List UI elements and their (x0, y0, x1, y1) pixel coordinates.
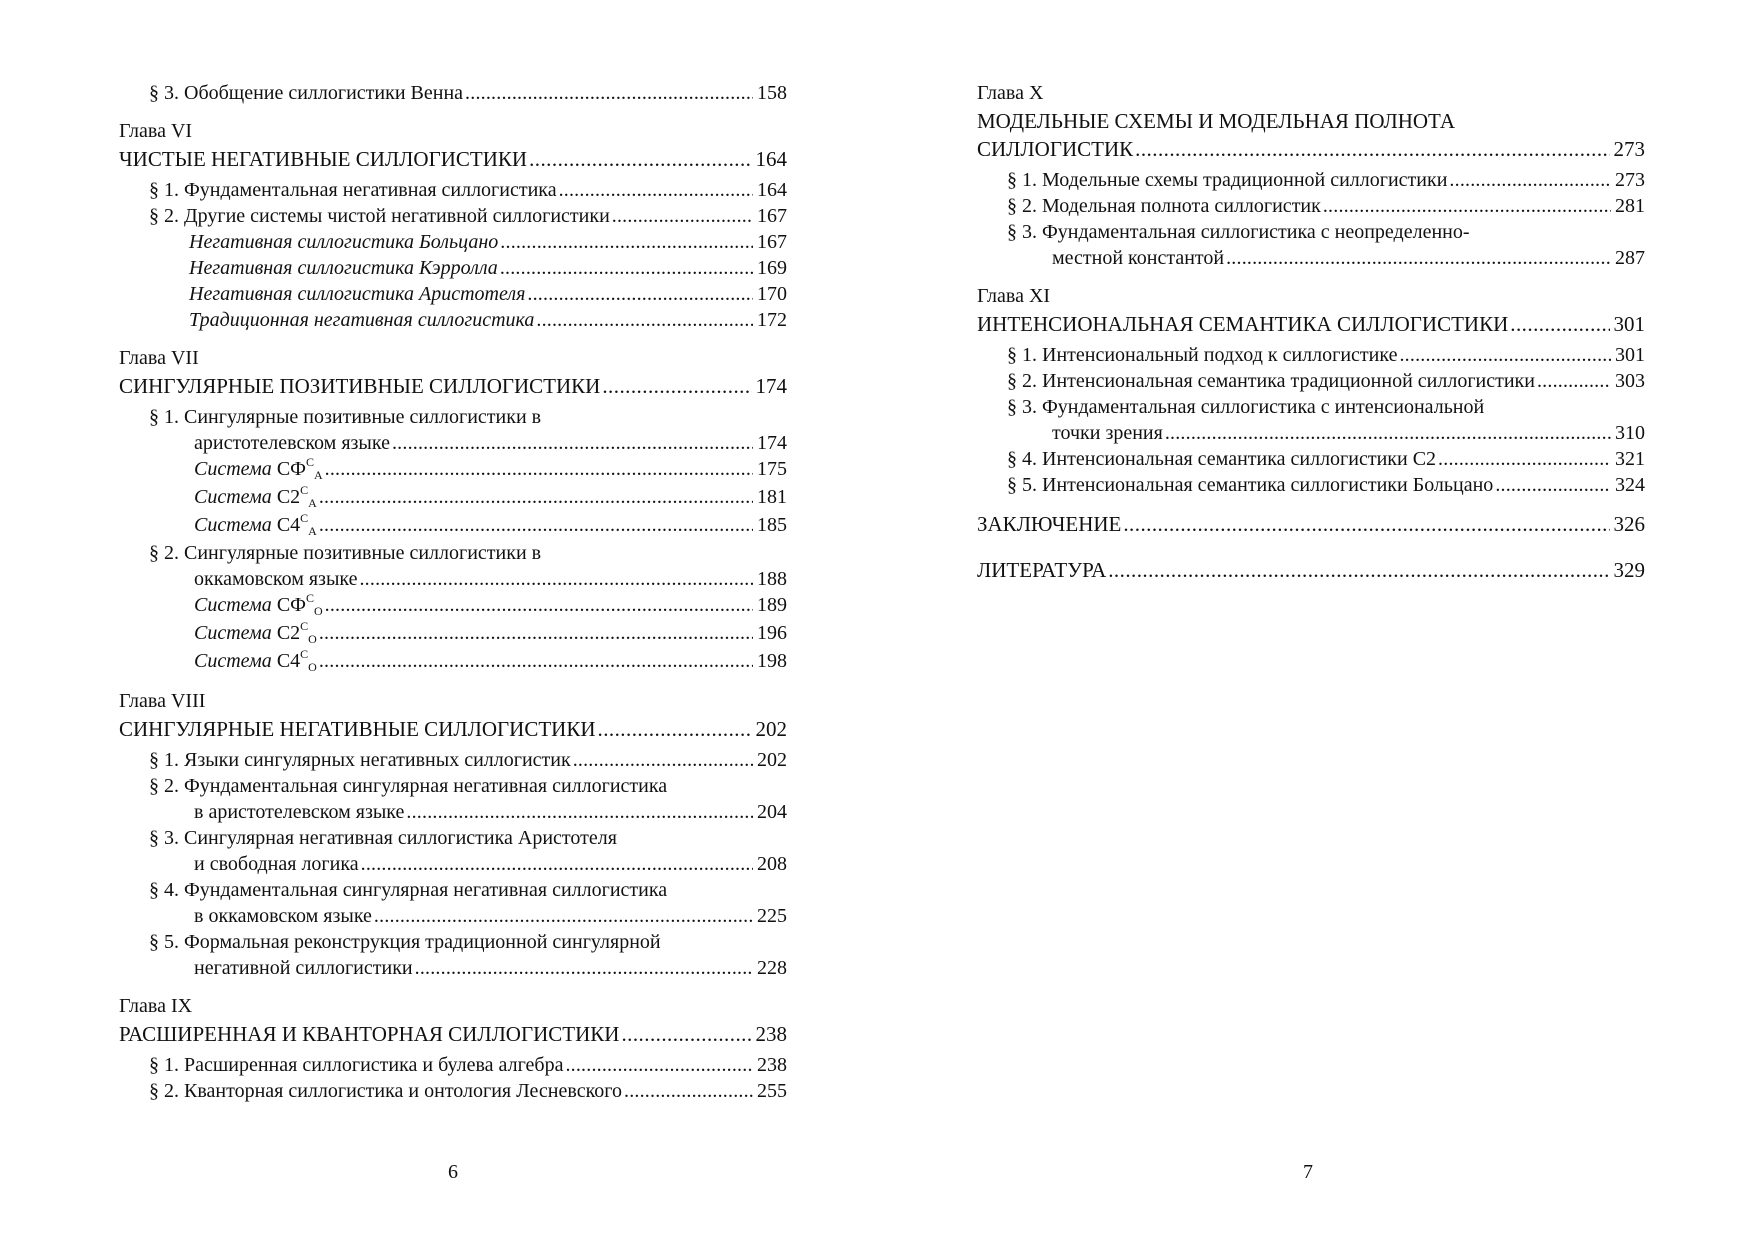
entry-title (194, 620, 317, 648)
dot-leader (319, 620, 753, 646)
entry-page: 174 (755, 374, 787, 398)
system-sub: A (308, 496, 317, 510)
entry-title: РАСШИРЕННАЯ И КВАНТОРНАЯ СИЛЛОГИСТИКИ (119, 1022, 620, 1046)
section-entry-line1[interactable]: § 2. Фундаментальная сингулярная негативная силлогистика (149, 775, 668, 797)
system-sup: C (300, 483, 309, 497)
entry-page: 188 (757, 568, 787, 590)
system-sub: A (308, 524, 317, 538)
dot-leader (359, 566, 753, 592)
section-entry[interactable] (977, 193, 1645, 219)
system-entry[interactable] (119, 620, 787, 648)
chapter-9 (119, 993, 787, 1104)
dot-leader (612, 203, 753, 229)
dot-leader (624, 1078, 753, 1104)
literature-entry[interactable] (977, 556, 1645, 584)
system-sub: O (308, 660, 317, 674)
chapter-title[interactable] (119, 372, 787, 400)
entry-title: ЗАКЛЮЧЕНИЕ (977, 512, 1122, 536)
dot-leader (1510, 310, 1609, 338)
conclusion-entry[interactable] (977, 510, 1645, 538)
entry-page: 228 (757, 957, 787, 979)
system-sub: A (313, 468, 323, 482)
left-page (119, 80, 787, 1116)
entry-title: аристотелевском языке (194, 432, 390, 454)
system-sup: C (300, 511, 309, 525)
section-entry[interactable] (977, 446, 1645, 472)
entry-page: 273 (1613, 137, 1645, 161)
entry-page: 167 (757, 205, 787, 227)
dot-leader (1108, 556, 1609, 584)
chapter-7 (119, 345, 787, 676)
dot-leader (529, 145, 751, 173)
system-entry[interactable] (119, 592, 787, 620)
dot-leader (598, 715, 752, 743)
entry-page: 329 (1613, 558, 1645, 582)
entry-page: 273 (1615, 169, 1645, 191)
chapter-6 (119, 118, 787, 333)
chapter-label: Глава X (977, 82, 1044, 104)
entry-page: 281 (1615, 195, 1645, 217)
section-entry-line2[interactable] (977, 420, 1645, 446)
entry-title: ИНТЕНСИОНАЛЬНАЯ СЕМАНТИКА СИЛЛОГИСТИКИ (977, 312, 1509, 336)
entry-title (194, 512, 317, 540)
entry-title: в оккамовском языке (194, 905, 372, 927)
section-entry-line1[interactable]: § 3. Фундаментальная силлогистика с интенсиональной (1007, 396, 1485, 418)
entry-page: 208 (757, 853, 787, 875)
system-word: Система (194, 594, 272, 616)
entry-title: § 1. Языки сингулярных негативных силлогистик (149, 749, 571, 771)
system-entry[interactable] (119, 512, 787, 540)
system-base: СФ (276, 458, 306, 480)
system-entry[interactable] (119, 456, 787, 484)
chapter-label: Глава VIII (119, 690, 206, 712)
dot-leader (1323, 193, 1611, 219)
section-entry-line1[interactable]: § 1. Сингулярные позитивные силлогистики в (149, 406, 542, 428)
entry-title: негативной силлогистики (194, 957, 413, 979)
entry-page: 181 (757, 486, 787, 508)
dot-leader (1165, 420, 1611, 446)
entry-title: § 2. Интенсиональная семантика традиционной силлогистики (1007, 370, 1535, 392)
entry-page: 238 (757, 1054, 787, 1076)
entry-page: 170 (757, 283, 787, 305)
dot-leader (500, 255, 753, 281)
entry-title: в аристотелевском языке (194, 801, 405, 823)
entry-page: 189 (757, 594, 787, 616)
dot-leader (415, 955, 753, 981)
chapter-label: Глава VI (119, 120, 193, 142)
chapter-title[interactable] (119, 145, 787, 173)
section-entry[interactable] (119, 1078, 787, 1104)
dot-leader (361, 851, 753, 877)
chapter-label: Глава VII (119, 347, 199, 369)
system-entry[interactable] (119, 484, 787, 512)
entry-page: 164 (755, 147, 787, 171)
entry-title (194, 592, 323, 620)
chapter-title[interactable] (119, 1020, 787, 1048)
subsection-entry[interactable] (119, 255, 787, 281)
section-entry-line2[interactable] (119, 566, 787, 592)
entry-page: 225 (757, 905, 787, 927)
section-entry[interactable] (977, 368, 1645, 394)
dot-leader (500, 229, 753, 255)
dot-leader (465, 80, 753, 106)
entry-title: СИЛЛОГИСТИК (977, 137, 1134, 161)
chapter-label: Глава IX (119, 995, 193, 1017)
entry-title: § 1. Расширенная силлогистика и булева алгебра (149, 1054, 564, 1076)
entry-page: 202 (755, 717, 787, 741)
entry-page: 238 (755, 1022, 787, 1046)
chapter-11 (977, 283, 1645, 498)
section-entry-line2[interactable] (119, 903, 787, 929)
system-sub: O (308, 632, 317, 646)
dot-leader (1537, 368, 1611, 394)
dot-leader (392, 430, 753, 456)
entry-page: 174 (757, 432, 787, 454)
entry-title: § 2. Другие системы чистой негативной силлогистики (149, 205, 610, 227)
dot-leader (573, 747, 753, 773)
entry-title (194, 456, 323, 484)
system-entry[interactable] (119, 648, 787, 676)
system-word: Система (194, 458, 272, 480)
entry-page: 301 (1613, 312, 1645, 336)
entry-title: § 4. Интенсиональная семантика силлогистики С2 (1007, 448, 1437, 470)
entry-title: ЛИТЕРАТУРА (977, 558, 1107, 582)
entry-title: СИНГУЛЯРНЫЕ ПОЗИТИВНЫЕ СИЛЛОГИСТИКИ (119, 374, 601, 398)
entry-title: § 1. Интенсиональный подход к силлогистике (1007, 344, 1398, 366)
entry-page: 158 (757, 82, 787, 104)
entry-title: СИНГУЛЯРНЫЕ НЕГАТИВНЫЕ СИЛЛОГИСТИКИ (119, 717, 596, 741)
section-entry[interactable] (119, 203, 787, 229)
chapter-title[interactable] (977, 310, 1645, 338)
section-entry-line2[interactable] (119, 851, 787, 877)
entry-title: оккамовском языке (194, 568, 358, 590)
dot-leader (319, 512, 753, 538)
chapter-title[interactable] (977, 135, 1645, 163)
dot-leader (406, 799, 753, 825)
section-entry[interactable] (977, 342, 1645, 368)
system-base: С4 (276, 650, 301, 672)
entry-page: 324 (1615, 474, 1645, 496)
dot-leader (536, 307, 753, 333)
system-base: С2 (276, 622, 301, 644)
entry-title: § 1. Модельные схемы традиционной силлогистики (1007, 169, 1448, 191)
subsection-entry[interactable] (119, 229, 787, 255)
section-entry[interactable] (977, 472, 1645, 498)
chapter-10 (977, 80, 1645, 271)
page-number-left: 6 (448, 1161, 458, 1183)
system-word: Система (194, 650, 272, 672)
system-sup: C (300, 619, 309, 633)
section-entry-line2[interactable] (119, 799, 787, 825)
dot-leader (559, 177, 753, 203)
toc-entry-venn (119, 80, 787, 106)
dot-leader (325, 592, 753, 618)
section-entry[interactable] (977, 167, 1645, 193)
entry-page: 287 (1615, 247, 1645, 269)
entry-page: 301 (1615, 344, 1645, 366)
entry-page: 303 (1615, 370, 1645, 392)
entry-page: 185 (757, 514, 787, 536)
entry-page: 196 (757, 622, 787, 644)
system-base: С4 (276, 514, 301, 536)
dot-leader (602, 372, 751, 400)
entry-title: § 2. Кванторная силлогистика и онтология Лесневского (149, 1080, 622, 1102)
right-page (977, 80, 1645, 588)
section-entry-line2[interactable] (119, 955, 787, 981)
entry-title: Традиционная негативная силлогистика (189, 309, 535, 331)
entry-title: Негативная силлогистика Кэрролла (189, 257, 498, 279)
section-entry-line1[interactable]: § 3. Фундаментальная силлогистика с неопределенно- (1007, 221, 1470, 243)
chapter-title-line1[interactable]: МОДЕЛЬНЫЕ СХЕМЫ И МОДЕЛЬНАЯ ПОЛНОТА (977, 109, 1455, 133)
entry-title: Негативная силлогистика Аристотеля (189, 283, 526, 305)
section-entry-line1[interactable]: § 5. Формальная реконструкция традиционной сингулярной (149, 931, 661, 953)
entry-title: местной константой (1052, 247, 1225, 269)
section-entry-line1[interactable]: § 4. Фундаментальная сингулярная негативная силлогистика (149, 879, 668, 901)
section-entry-line1[interactable]: § 3. Сингулярная негативная силлогистика Аристотеля (149, 827, 617, 849)
entry-page: 164 (757, 179, 787, 201)
entry-page: 172 (757, 309, 787, 331)
system-sup: C (300, 647, 309, 661)
section-entry-line2[interactable] (119, 430, 787, 456)
entry-page: 255 (757, 1080, 787, 1102)
system-sub: O (313, 604, 323, 618)
entry-page: 175 (757, 458, 787, 480)
dot-leader (319, 648, 753, 674)
entry-page: 198 (757, 650, 787, 672)
dot-leader (374, 903, 753, 929)
dot-leader (527, 281, 753, 307)
entry-title (194, 484, 317, 512)
dot-leader (1449, 167, 1611, 193)
entry-title: и свободная логика (194, 853, 359, 875)
section-entry-line1[interactable]: § 2. Сингулярные позитивные силлогистики в (149, 542, 542, 564)
entry-page: 169 (757, 257, 787, 279)
chapter-title[interactable] (119, 715, 787, 743)
system-word: Система (194, 514, 272, 536)
section-entry[interactable] (119, 177, 787, 203)
subsection-entry[interactable] (119, 281, 787, 307)
entry-page: 167 (757, 231, 787, 253)
dot-leader (1438, 446, 1611, 472)
dot-leader (1226, 245, 1611, 271)
toc-line[interactable] (119, 80, 787, 106)
entry-page: 204 (757, 801, 787, 823)
dot-leader (319, 484, 753, 510)
dot-leader (325, 456, 753, 482)
dot-leader (1135, 135, 1609, 163)
dot-leader (565, 1052, 753, 1078)
entry-page: 321 (1615, 448, 1645, 470)
page-number-right: 7 (1303, 1161, 1313, 1183)
entry-title: Негативная силлогистика Больцано (189, 231, 499, 253)
dot-leader (1399, 342, 1611, 368)
system-word: Система (194, 622, 272, 644)
entry-title: § 2. Модельная полнота силлогистик (1007, 195, 1321, 217)
entry-page: 310 (1615, 422, 1645, 444)
section-entry[interactable] (119, 1052, 787, 1078)
system-word: Система (194, 486, 272, 508)
chapter-8 (119, 688, 787, 981)
entry-title: точки зрения (1052, 422, 1163, 444)
dot-leader (1495, 472, 1611, 498)
system-base: С2 (276, 486, 301, 508)
section-entry[interactable] (119, 747, 787, 773)
system-sup: C (305, 455, 314, 469)
system-base: СФ (276, 594, 306, 616)
entry-page: 202 (757, 749, 787, 771)
entry-page: 326 (1613, 512, 1645, 536)
entry-title: § 1. Фундаментальная негативная силлогистика (149, 179, 557, 201)
system-sup: C (305, 591, 314, 605)
section-entry-line2[interactable] (977, 245, 1645, 271)
entry-title: ЧИСТЫЕ НЕГАТИВНЫЕ СИЛЛОГИСТИКИ (119, 147, 528, 171)
dot-leader (621, 1020, 751, 1048)
entry-title (194, 648, 317, 676)
chapter-label: Глава XI (977, 285, 1051, 307)
dot-leader (1123, 510, 1609, 538)
entry-title: § 3. Обобщение силлогистики Венна (149, 82, 464, 104)
entry-title: § 5. Интенсиональная семантика силлогистики Больцано (1007, 474, 1494, 496)
subsection-entry[interactable] (119, 307, 787, 333)
